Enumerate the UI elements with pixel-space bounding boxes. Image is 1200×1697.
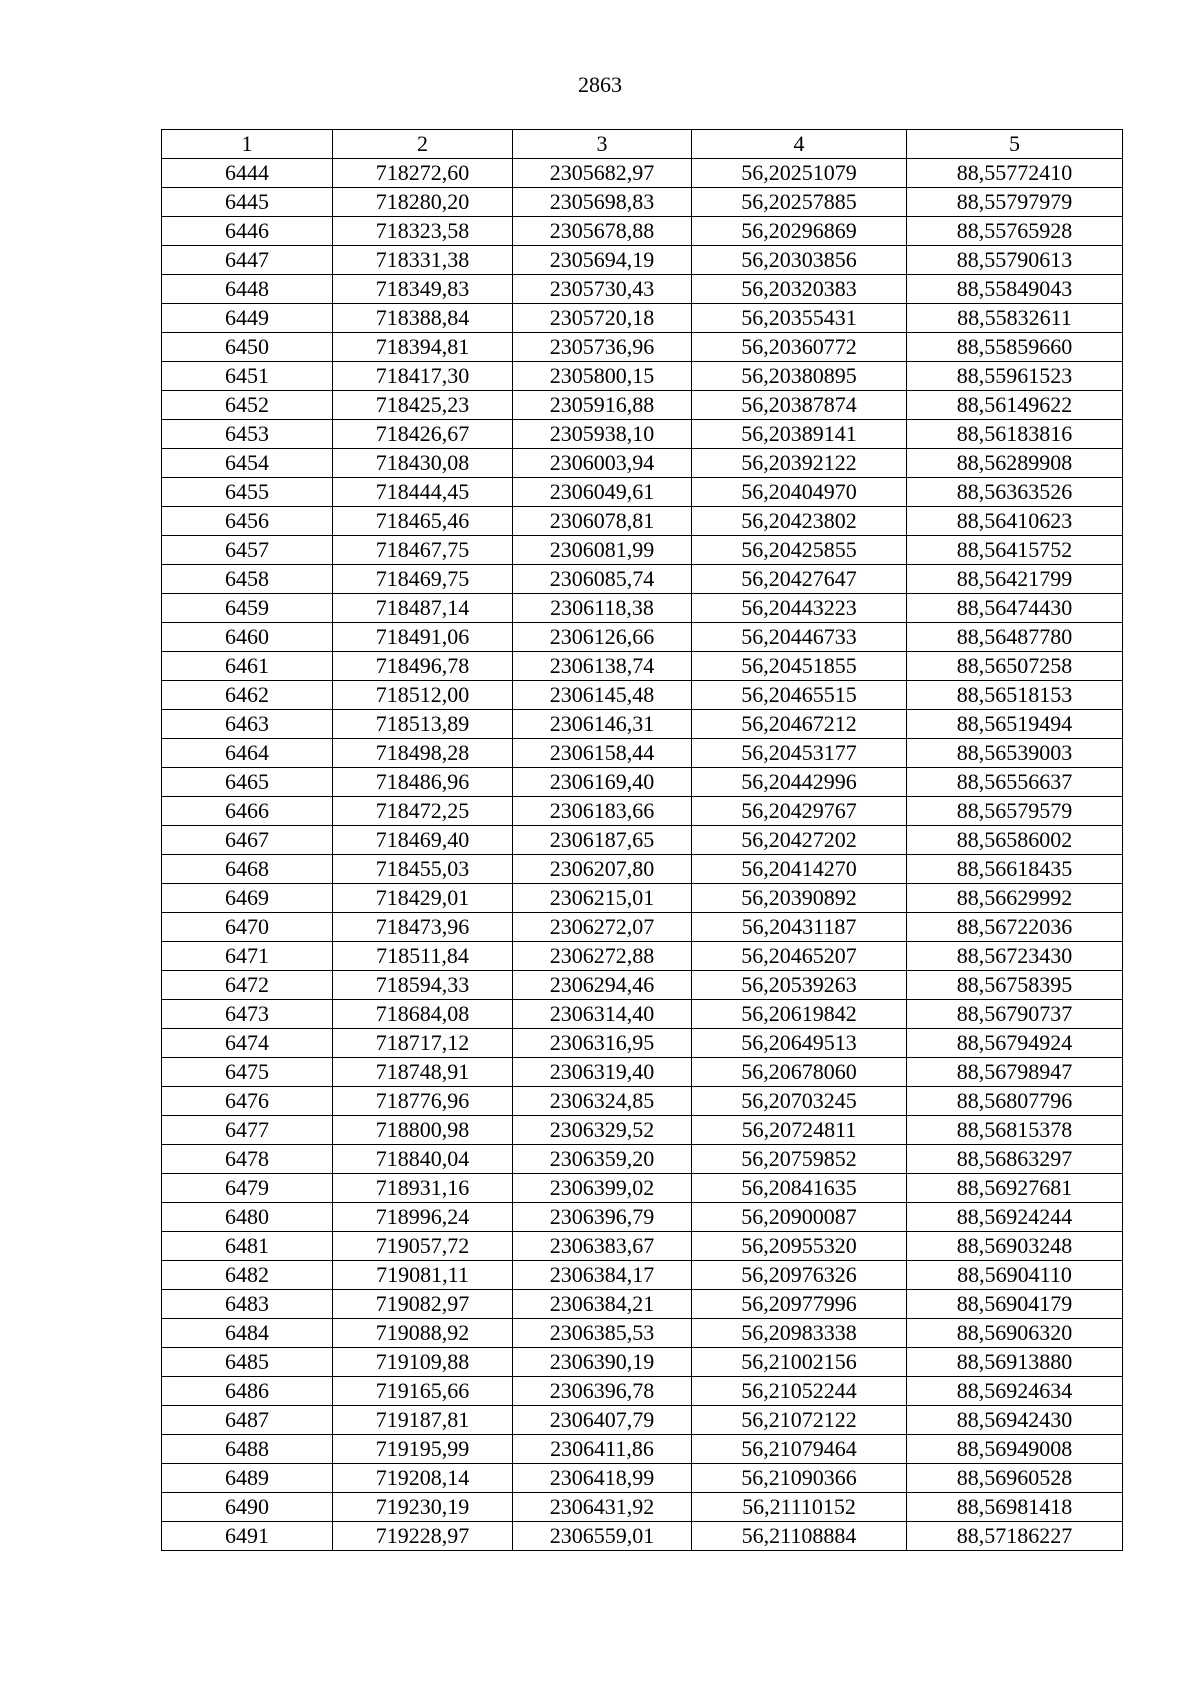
x-coordinate-cell: 718487,14 [333, 594, 513, 623]
point-number-cell: 6455 [162, 478, 333, 507]
y-coordinate-cell: 2306314,40 [513, 1000, 692, 1029]
x-coordinate-cell: 719187,81 [333, 1406, 513, 1435]
x-coordinate-cell: 718467,75 [333, 536, 513, 565]
x-coordinate-cell: 718486,96 [333, 768, 513, 797]
x-coordinate-cell: 718496,78 [333, 652, 513, 681]
point-number-cell: 6454 [162, 449, 333, 478]
y-coordinate-cell: 2305682,97 [513, 159, 692, 188]
point-number-cell: 6490 [162, 1493, 333, 1522]
longitude-cell: 88,56539003 [907, 739, 1123, 768]
latitude-cell: 56,20453177 [692, 739, 907, 768]
point-number-cell: 6476 [162, 1087, 333, 1116]
latitude-cell: 56,20955320 [692, 1232, 907, 1261]
y-coordinate-cell: 2306384,17 [513, 1261, 692, 1290]
table-row [162, 1319, 1123, 1348]
y-coordinate-cell: 2306411,86 [513, 1435, 692, 1464]
latitude-cell: 56,20703245 [692, 1087, 907, 1116]
point-number-cell: 6470 [162, 913, 333, 942]
y-coordinate-cell: 2306319,40 [513, 1058, 692, 1087]
x-coordinate-cell: 718349,83 [333, 275, 513, 304]
latitude-cell: 56,21002156 [692, 1348, 907, 1377]
latitude-cell: 56,20427647 [692, 565, 907, 594]
point-number-cell: 6456 [162, 507, 333, 536]
y-coordinate-cell: 2306126,66 [513, 623, 692, 652]
latitude-cell: 56,20392122 [692, 449, 907, 478]
x-coordinate-cell: 719195,99 [333, 1435, 513, 1464]
x-coordinate-cell: 718472,25 [333, 797, 513, 826]
y-coordinate-cell: 2306431,92 [513, 1493, 692, 1522]
longitude-cell: 88,56798947 [907, 1058, 1123, 1087]
x-coordinate-cell: 718491,06 [333, 623, 513, 652]
latitude-cell: 56,21072122 [692, 1406, 907, 1435]
y-coordinate-cell: 2306383,67 [513, 1232, 692, 1261]
y-coordinate-cell: 2306081,99 [513, 536, 692, 565]
latitude-cell: 56,20465515 [692, 681, 907, 710]
table-row [162, 1203, 1123, 1232]
x-coordinate-cell: 718429,01 [333, 884, 513, 913]
point-number-cell: 6469 [162, 884, 333, 913]
longitude-cell: 88,56618435 [907, 855, 1123, 884]
point-number-cell: 6446 [162, 217, 333, 246]
point-number-cell: 6452 [162, 391, 333, 420]
point-number-cell: 6486 [162, 1377, 333, 1406]
y-coordinate-cell: 2306158,44 [513, 739, 692, 768]
x-coordinate-cell: 718513,89 [333, 710, 513, 739]
latitude-cell: 56,20539263 [692, 971, 907, 1000]
coordinates-table [161, 129, 1123, 1551]
x-coordinate-cell: 718512,00 [333, 681, 513, 710]
point-number-cell: 6459 [162, 594, 333, 623]
y-coordinate-cell: 2306396,78 [513, 1377, 692, 1406]
table-row [162, 1000, 1123, 1029]
y-coordinate-cell: 2306138,74 [513, 652, 692, 681]
y-coordinate-cell: 2305694,19 [513, 246, 692, 275]
point-number-cell: 6453 [162, 420, 333, 449]
point-number-cell: 6491 [162, 1522, 333, 1551]
table-row [162, 217, 1123, 246]
table-row [162, 246, 1123, 275]
y-coordinate-cell: 2306399,02 [513, 1174, 692, 1203]
table-row [162, 362, 1123, 391]
column-header-1: 1 [162, 130, 333, 159]
table-row [162, 1493, 1123, 1522]
table-row [162, 1029, 1123, 1058]
x-coordinate-cell: 719082,97 [333, 1290, 513, 1319]
latitude-cell: 56,20649513 [692, 1029, 907, 1058]
latitude-cell: 56,20431187 [692, 913, 907, 942]
latitude-cell: 56,20678060 [692, 1058, 907, 1087]
longitude-cell: 88,55790613 [907, 246, 1123, 275]
table-row [162, 1261, 1123, 1290]
x-coordinate-cell: 719208,14 [333, 1464, 513, 1493]
y-coordinate-cell: 2306272,07 [513, 913, 692, 942]
point-number-cell: 6483 [162, 1290, 333, 1319]
latitude-cell: 56,20724811 [692, 1116, 907, 1145]
table-row [162, 420, 1123, 449]
latitude-cell: 56,20423802 [692, 507, 907, 536]
longitude-cell: 88,55961523 [907, 362, 1123, 391]
table-row [162, 942, 1123, 971]
longitude-cell: 88,56415752 [907, 536, 1123, 565]
y-coordinate-cell: 2306324,85 [513, 1087, 692, 1116]
table-row [162, 1377, 1123, 1406]
table-row [162, 159, 1123, 188]
table-row [162, 797, 1123, 826]
longitude-cell: 88,56579579 [907, 797, 1123, 826]
table-row [162, 826, 1123, 855]
longitude-cell: 88,56723430 [907, 942, 1123, 971]
x-coordinate-cell: 718323,58 [333, 217, 513, 246]
longitude-cell: 88,56410623 [907, 507, 1123, 536]
y-coordinate-cell: 2306187,65 [513, 826, 692, 855]
longitude-cell: 88,56807796 [907, 1087, 1123, 1116]
longitude-cell: 88,56794924 [907, 1029, 1123, 1058]
x-coordinate-cell: 718417,30 [333, 362, 513, 391]
latitude-cell: 56,20465207 [692, 942, 907, 971]
y-coordinate-cell: 2305736,96 [513, 333, 692, 362]
y-coordinate-cell: 2305916,88 [513, 391, 692, 420]
table-row [162, 971, 1123, 1000]
x-coordinate-cell: 718800,98 [333, 1116, 513, 1145]
table-row [162, 855, 1123, 884]
table-row [162, 1145, 1123, 1174]
longitude-cell: 88,56518153 [907, 681, 1123, 710]
longitude-cell: 88,56863297 [907, 1145, 1123, 1174]
point-number-cell: 6474 [162, 1029, 333, 1058]
y-coordinate-cell: 2306049,61 [513, 478, 692, 507]
latitude-cell: 56,20759852 [692, 1145, 907, 1174]
latitude-cell: 56,20619842 [692, 1000, 907, 1029]
point-number-cell: 6445 [162, 188, 333, 217]
y-coordinate-cell: 2306118,38 [513, 594, 692, 623]
table-row [162, 275, 1123, 304]
longitude-cell: 88,56981418 [907, 1493, 1123, 1522]
x-coordinate-cell: 719057,72 [333, 1232, 513, 1261]
y-coordinate-cell: 2305730,43 [513, 275, 692, 304]
longitude-cell: 88,56289908 [907, 449, 1123, 478]
x-coordinate-cell: 718931,16 [333, 1174, 513, 1203]
x-coordinate-cell: 719081,11 [333, 1261, 513, 1290]
latitude-cell: 56,21052244 [692, 1377, 907, 1406]
latitude-cell: 56,20427202 [692, 826, 907, 855]
table-row [162, 1522, 1123, 1551]
x-coordinate-cell: 718455,03 [333, 855, 513, 884]
point-number-cell: 6466 [162, 797, 333, 826]
x-coordinate-cell: 718280,20 [333, 188, 513, 217]
longitude-cell: 88,56924244 [907, 1203, 1123, 1232]
page-number: 2863 [578, 72, 622, 97]
latitude-cell: 56,20390892 [692, 884, 907, 913]
table-row [162, 623, 1123, 652]
y-coordinate-cell: 2306183,66 [513, 797, 692, 826]
x-coordinate-cell: 718684,08 [333, 1000, 513, 1029]
y-coordinate-cell: 2306559,01 [513, 1522, 692, 1551]
point-number-cell: 6458 [162, 565, 333, 594]
latitude-cell: 56,20303856 [692, 246, 907, 275]
y-coordinate-cell: 2305800,15 [513, 362, 692, 391]
y-coordinate-cell: 2306085,74 [513, 565, 692, 594]
table-row [162, 884, 1123, 913]
point-number-cell: 6460 [162, 623, 333, 652]
point-number-cell: 6457 [162, 536, 333, 565]
longitude-cell: 88,55772410 [907, 159, 1123, 188]
x-coordinate-cell: 718331,38 [333, 246, 513, 275]
longitude-cell: 88,56487780 [907, 623, 1123, 652]
point-number-cell: 6447 [162, 246, 333, 275]
x-coordinate-cell: 718473,96 [333, 913, 513, 942]
longitude-cell: 88,56183816 [907, 420, 1123, 449]
latitude-cell: 56,21110152 [692, 1493, 907, 1522]
latitude-cell: 56,20443223 [692, 594, 907, 623]
column-header-4: 4 [692, 130, 907, 159]
x-coordinate-cell: 718996,24 [333, 1203, 513, 1232]
table-row [162, 768, 1123, 797]
longitude-cell: 88,56149622 [907, 391, 1123, 420]
point-number-cell: 6461 [162, 652, 333, 681]
point-number-cell: 6487 [162, 1406, 333, 1435]
table-row [162, 565, 1123, 594]
table-row [162, 188, 1123, 217]
table-row [162, 449, 1123, 478]
y-coordinate-cell: 2305938,10 [513, 420, 692, 449]
latitude-cell: 56,20451855 [692, 652, 907, 681]
point-number-cell: 6467 [162, 826, 333, 855]
longitude-cell: 88,56722036 [907, 913, 1123, 942]
latitude-cell: 56,21108884 [692, 1522, 907, 1551]
y-coordinate-cell: 2306390,19 [513, 1348, 692, 1377]
x-coordinate-cell: 718465,46 [333, 507, 513, 536]
point-number-cell: 6473 [162, 1000, 333, 1029]
table-row [162, 681, 1123, 710]
x-coordinate-cell: 718498,28 [333, 739, 513, 768]
latitude-cell: 56,20320383 [692, 275, 907, 304]
point-number-cell: 6451 [162, 362, 333, 391]
longitude-cell: 88,56924634 [907, 1377, 1123, 1406]
latitude-cell: 56,21079464 [692, 1435, 907, 1464]
longitude-cell: 88,55765928 [907, 217, 1123, 246]
x-coordinate-cell: 719109,88 [333, 1348, 513, 1377]
latitude-cell: 56,20380895 [692, 362, 907, 391]
table-row [162, 594, 1123, 623]
table-header-row [162, 130, 1123, 159]
longitude-cell: 88,56960528 [907, 1464, 1123, 1493]
y-coordinate-cell: 2306385,53 [513, 1319, 692, 1348]
x-coordinate-cell: 718469,75 [333, 565, 513, 594]
y-coordinate-cell: 2306359,20 [513, 1145, 692, 1174]
longitude-cell: 88,56906320 [907, 1319, 1123, 1348]
longitude-cell: 88,55832611 [907, 304, 1123, 333]
column-header-5: 5 [907, 130, 1123, 159]
longitude-cell: 88,56790737 [907, 1000, 1123, 1029]
longitude-cell: 88,56904179 [907, 1290, 1123, 1319]
x-coordinate-cell: 719230,19 [333, 1493, 513, 1522]
table-row [162, 710, 1123, 739]
table-row [162, 1435, 1123, 1464]
point-number-cell: 6444 [162, 159, 333, 188]
latitude-cell: 56,20841635 [692, 1174, 907, 1203]
longitude-cell: 88,56556637 [907, 768, 1123, 797]
point-number-cell: 6450 [162, 333, 333, 362]
longitude-cell: 88,55849043 [907, 275, 1123, 304]
latitude-cell: 56,20976326 [692, 1261, 907, 1290]
table-row [162, 478, 1123, 507]
y-coordinate-cell: 2306272,88 [513, 942, 692, 971]
x-coordinate-cell: 718388,84 [333, 304, 513, 333]
longitude-cell: 88,56421799 [907, 565, 1123, 594]
column-header-3: 3 [513, 130, 692, 159]
y-coordinate-cell: 2306294,46 [513, 971, 692, 1000]
latitude-cell: 56,20360772 [692, 333, 907, 362]
y-coordinate-cell: 2306407,79 [513, 1406, 692, 1435]
point-number-cell: 6477 [162, 1116, 333, 1145]
latitude-cell: 56,20446733 [692, 623, 907, 652]
latitude-cell: 56,20983338 [692, 1319, 907, 1348]
point-number-cell: 6485 [162, 1348, 333, 1377]
table-row [162, 391, 1123, 420]
y-coordinate-cell: 2306078,81 [513, 507, 692, 536]
table-row [162, 1174, 1123, 1203]
latitude-cell: 56,20414270 [692, 855, 907, 884]
x-coordinate-cell: 718748,91 [333, 1058, 513, 1087]
x-coordinate-cell: 718425,23 [333, 391, 513, 420]
point-number-cell: 6463 [162, 710, 333, 739]
latitude-cell: 56,20404970 [692, 478, 907, 507]
table-row [162, 1348, 1123, 1377]
y-coordinate-cell: 2306329,52 [513, 1116, 692, 1145]
longitude-cell: 88,56363526 [907, 478, 1123, 507]
longitude-cell: 88,56815378 [907, 1116, 1123, 1145]
x-coordinate-cell: 718717,12 [333, 1029, 513, 1058]
x-coordinate-cell: 718511,84 [333, 942, 513, 971]
y-coordinate-cell: 2305698,83 [513, 188, 692, 217]
latitude-cell: 56,20296869 [692, 217, 907, 246]
x-coordinate-cell: 718469,40 [333, 826, 513, 855]
longitude-cell: 88,56949008 [907, 1435, 1123, 1464]
x-coordinate-cell: 718840,04 [333, 1145, 513, 1174]
point-number-cell: 6471 [162, 942, 333, 971]
longitude-cell: 88,56913880 [907, 1348, 1123, 1377]
table-row [162, 739, 1123, 768]
table-body [162, 159, 1123, 1551]
table-row [162, 304, 1123, 333]
longitude-cell: 88,56474430 [907, 594, 1123, 623]
x-coordinate-cell: 718426,67 [333, 420, 513, 449]
point-number-cell: 6481 [162, 1232, 333, 1261]
point-number-cell: 6489 [162, 1464, 333, 1493]
longitude-cell: 88,56629992 [907, 884, 1123, 913]
point-number-cell: 6480 [162, 1203, 333, 1232]
table-row [162, 1464, 1123, 1493]
longitude-cell: 88,56904110 [907, 1261, 1123, 1290]
x-coordinate-cell: 719088,92 [333, 1319, 513, 1348]
y-coordinate-cell: 2305720,18 [513, 304, 692, 333]
point-number-cell: 6478 [162, 1145, 333, 1174]
table-row [162, 913, 1123, 942]
x-coordinate-cell: 718272,60 [333, 159, 513, 188]
table-row [162, 1290, 1123, 1319]
point-number-cell: 6488 [162, 1435, 333, 1464]
latitude-cell: 56,20429767 [692, 797, 907, 826]
latitude-cell: 56,20251079 [692, 159, 907, 188]
longitude-cell: 88,55797979 [907, 188, 1123, 217]
longitude-cell: 88,56942430 [907, 1406, 1123, 1435]
y-coordinate-cell: 2306316,95 [513, 1029, 692, 1058]
x-coordinate-cell: 719228,97 [333, 1522, 513, 1551]
longitude-cell: 88,56927681 [907, 1174, 1123, 1203]
point-number-cell: 6472 [162, 971, 333, 1000]
longitude-cell: 88,57186227 [907, 1522, 1123, 1551]
column-header-2: 2 [333, 130, 513, 159]
x-coordinate-cell: 719165,66 [333, 1377, 513, 1406]
latitude-cell: 56,20442996 [692, 768, 907, 797]
table-row [162, 1087, 1123, 1116]
latitude-cell: 56,20389141 [692, 420, 907, 449]
latitude-cell: 56,20425855 [692, 536, 907, 565]
latitude-cell: 56,20977996 [692, 1290, 907, 1319]
point-number-cell: 6448 [162, 275, 333, 304]
table-row [162, 333, 1123, 362]
longitude-cell: 88,56903248 [907, 1232, 1123, 1261]
point-number-cell: 6465 [162, 768, 333, 797]
y-coordinate-cell: 2306003,94 [513, 449, 692, 478]
y-coordinate-cell: 2306207,80 [513, 855, 692, 884]
point-number-cell: 6464 [162, 739, 333, 768]
x-coordinate-cell: 718430,08 [333, 449, 513, 478]
point-number-cell: 6475 [162, 1058, 333, 1087]
x-coordinate-cell: 718594,33 [333, 971, 513, 1000]
x-coordinate-cell: 718776,96 [333, 1087, 513, 1116]
table-row [162, 1232, 1123, 1261]
y-coordinate-cell: 2306215,01 [513, 884, 692, 913]
y-coordinate-cell: 2306169,40 [513, 768, 692, 797]
y-coordinate-cell: 2306146,31 [513, 710, 692, 739]
latitude-cell: 56,20387874 [692, 391, 907, 420]
point-number-cell: 6462 [162, 681, 333, 710]
longitude-cell: 88,55859660 [907, 333, 1123, 362]
point-number-cell: 6468 [162, 855, 333, 884]
table-row [162, 652, 1123, 681]
longitude-cell: 88,56507258 [907, 652, 1123, 681]
latitude-cell: 56,21090366 [692, 1464, 907, 1493]
table-row [162, 536, 1123, 565]
x-coordinate-cell: 718444,45 [333, 478, 513, 507]
y-coordinate-cell: 2306145,48 [513, 681, 692, 710]
point-number-cell: 6482 [162, 1261, 333, 1290]
longitude-cell: 88,56519494 [907, 710, 1123, 739]
table-row [162, 1406, 1123, 1435]
longitude-cell: 88,56586002 [907, 826, 1123, 855]
table-row [162, 507, 1123, 536]
latitude-cell: 56,20900087 [692, 1203, 907, 1232]
x-coordinate-cell: 718394,81 [333, 333, 513, 362]
latitude-cell: 56,20257885 [692, 188, 907, 217]
point-number-cell: 6484 [162, 1319, 333, 1348]
table-row [162, 1058, 1123, 1087]
latitude-cell: 56,20467212 [692, 710, 907, 739]
table-row [162, 1116, 1123, 1145]
y-coordinate-cell: 2306418,99 [513, 1464, 692, 1493]
y-coordinate-cell: 2305678,88 [513, 217, 692, 246]
y-coordinate-cell: 2306396,79 [513, 1203, 692, 1232]
point-number-cell: 6449 [162, 304, 333, 333]
y-coordinate-cell: 2306384,21 [513, 1290, 692, 1319]
longitude-cell: 88,56758395 [907, 971, 1123, 1000]
latitude-cell: 56,20355431 [692, 304, 907, 333]
point-number-cell: 6479 [162, 1174, 333, 1203]
